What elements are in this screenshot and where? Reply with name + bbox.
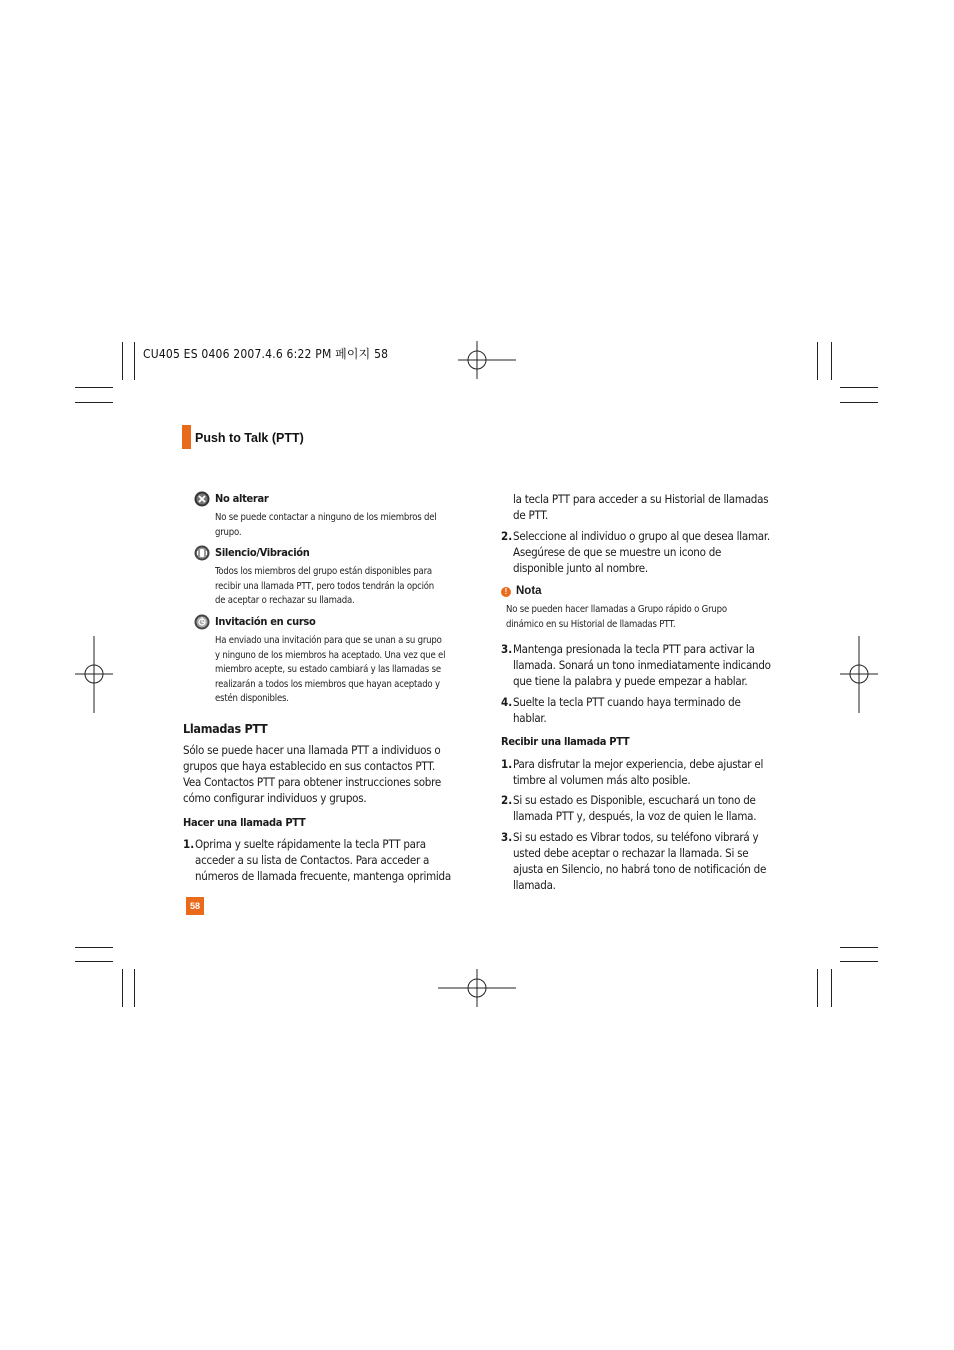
status-description — [215, 565, 467, 609]
text-line: de aceptar o rechazar su llamada. — [215, 595, 355, 607]
text-line: llamada. — [513, 878, 556, 892]
note-title: Nota — [516, 585, 542, 597]
text-line: realizarán a todos los miembros que hayan aceptado y — [215, 678, 440, 690]
text-line: llamada PTT y, después, la voz de quien le llama. — [513, 809, 757, 823]
text-line: Ha enviado una invitación para que se unan a su grupo — [215, 635, 442, 646]
text-line: Oprima y suelte rápidamente la tecla PTT para — [195, 837, 426, 851]
text-line: Mantenga presionada la tecla PTT para activar la — [513, 642, 755, 656]
registration-mark-right — [840, 636, 878, 713]
step-text — [513, 641, 785, 689]
step-number: 3. — [501, 642, 513, 656]
text-line: miembro acepte, su estado cambiará y las llamadas se — [215, 664, 441, 676]
print-slug: CU405 ES 0406 2007.4.6 6:22 PM 페이지 58 — [143, 347, 389, 361]
status-title: Silencio/Vibración — [215, 546, 310, 559]
text-line: grupo. — [215, 526, 242, 538]
text-line: dinámico en su Historial de llamadas PTT. — [506, 618, 676, 630]
registration-mark-top — [458, 341, 516, 379]
step-text — [513, 792, 785, 824]
note-body — [506, 603, 776, 632]
text-line: Seleccione al individuo o grupo al que desea llamar. — [513, 529, 770, 543]
status-description — [215, 634, 467, 707]
step-number: 1. — [501, 757, 513, 771]
step-text — [195, 836, 467, 884]
text-line: disponible junto al nombre. — [513, 561, 648, 575]
step-number: 2. — [501, 529, 513, 543]
invitation-pending-icon — [194, 614, 210, 630]
text-line: acceder a su lista de Contactos. Para acceder a — [195, 853, 430, 867]
text-line: ajusta en Silencio, no habrá tono de notificación de — [513, 862, 767, 876]
text-line: No se puede contactar a ninguno de los miembros del — [215, 512, 437, 523]
text-line: y ninguno de los miembros ha aceptado. Una vez que el — [215, 649, 446, 661]
text-line: de PTT. — [513, 508, 549, 522]
text-line: la tecla PTT para acceder a su Historial de llamadas — [513, 492, 769, 506]
step-number: 1. — [183, 837, 195, 851]
step-text — [513, 694, 785, 726]
step-number: 3. — [501, 830, 513, 844]
text-line: timbre al volumen más alto posible. — [513, 773, 691, 787]
step-text — [513, 528, 785, 576]
text-line: Sólo se puede hacer una llamada PTT a individuos o — [183, 743, 441, 757]
header-accent-bar — [182, 425, 191, 449]
page-number-badge: 58 — [186, 897, 204, 915]
step-text — [513, 829, 785, 893]
text-line: grupos que haya establecido en sus contactos PTT. — [183, 759, 435, 773]
text-line: usted debe aceptar o rechazar la llamada. Si se — [513, 846, 749, 860]
status-title: No alterar — [215, 492, 269, 505]
text-line: recibir una llamada PTT, pero todos tendrán la opción — [215, 580, 434, 592]
text-line: que tiene la palabra y puede empezar a hablar. — [513, 674, 748, 688]
text-line: llamada. Sonará un tono inmediatamente indicando — [513, 658, 771, 672]
step-number: 2. — [501, 793, 513, 807]
text-line: Todos los miembros del grupo están disponibles para — [215, 566, 432, 577]
text-line: Vea Contactos PTT para obtener instrucciones sobre — [183, 775, 441, 789]
text-line: Si su estado es Vibrar todos, su teléfono vibrará y — [513, 830, 759, 844]
status-description — [215, 511, 467, 540]
text-line: números de llamada frecuente, mantenga oprimida — [195, 869, 451, 883]
status-title: Invitación en curso — [215, 615, 316, 628]
text-line: Si su estado es Disponible, escuchará un tono de — [513, 793, 756, 807]
text-line: cómo configurar individuos y grupos. — [183, 791, 367, 805]
subsection-title-recibir: Recibir una llamada PTT — [501, 735, 630, 748]
silent-vibrate-icon — [194, 545, 210, 561]
llamadas-intro — [183, 742, 473, 806]
step-text — [513, 756, 785, 788]
step-number: 4. — [501, 695, 513, 709]
text-line: Asegúrese de que se muestre un icono de — [513, 545, 722, 559]
registration-mark-bottom — [438, 969, 516, 1007]
section-title-llamadas-ptt: Llamadas PTT — [183, 721, 268, 736]
page-header-title: Push to Talk (PTT) — [195, 431, 304, 445]
text-line: No se pueden hacer llamadas a Grupo rápido o Grupo — [506, 604, 727, 615]
do-not-disturb-icon — [194, 491, 210, 507]
registration-mark-left — [75, 636, 113, 713]
text-line: Suelte la tecla PTT cuando haya terminado de — [513, 695, 741, 709]
text-line: hablar. — [513, 711, 547, 725]
note-alert-icon: ! — [501, 587, 511, 597]
text-line: estén disponibles. — [215, 693, 289, 705]
text-line: Para disfrutar la mejor experiencia, debe ajustar el — [513, 757, 764, 771]
subsection-title-hacer: Hacer una llamada PTT — [183, 816, 306, 829]
step-text — [513, 491, 785, 523]
